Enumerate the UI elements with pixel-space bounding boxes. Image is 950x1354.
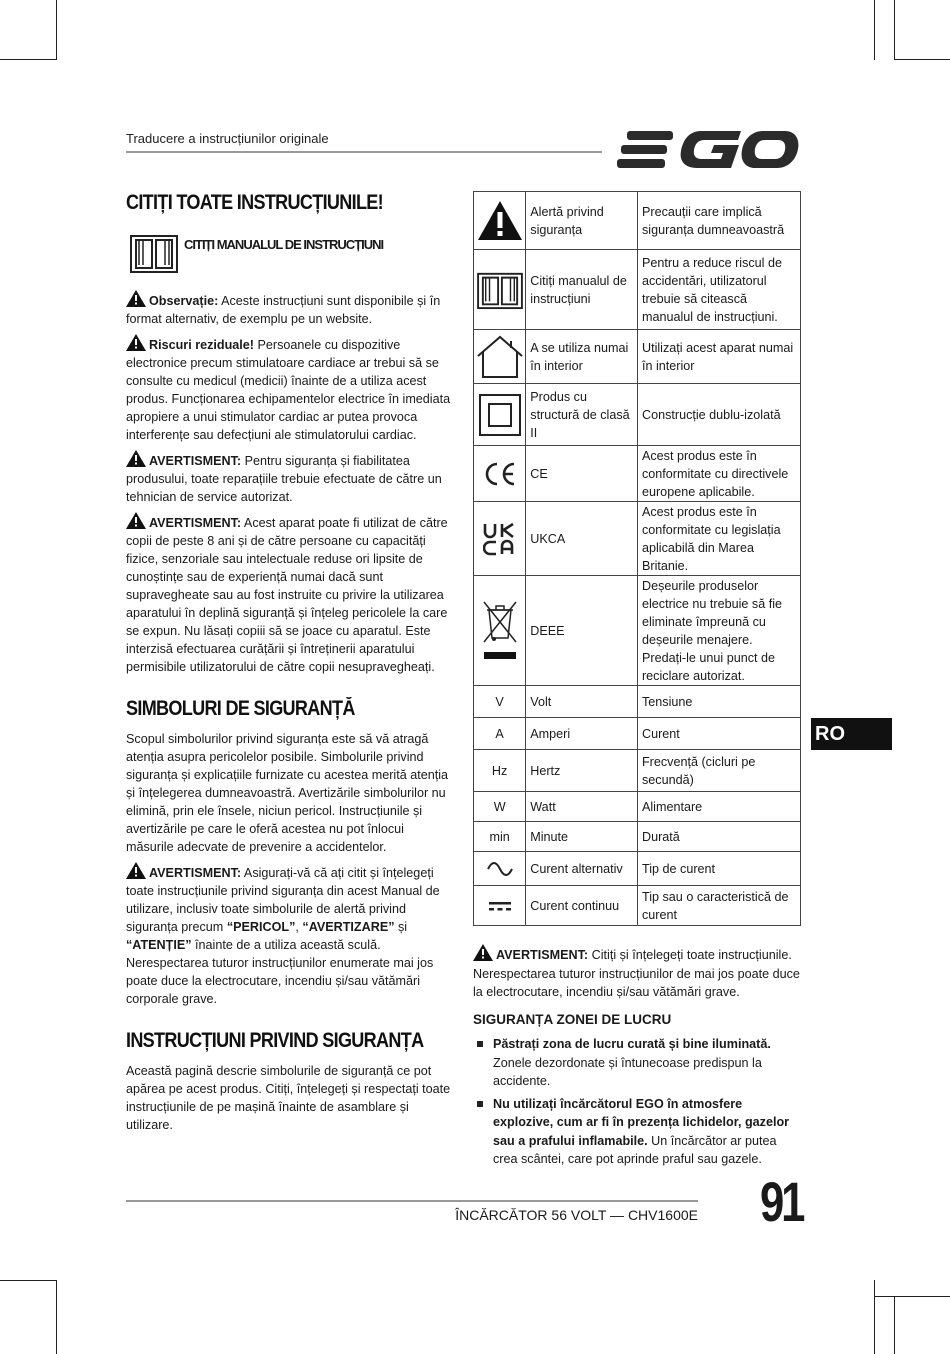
table-row <box>474 576 801 686</box>
table-row <box>474 750 801 792</box>
warning-children-text: Acest aparat poate fi utilizat de către copii de peste 8 ani și de către persoane cu capacități fizice, senzoriale sau intelectuale reduse ori lipsite de cunoștințe sau de experiență numai dacă sunt supravegheate sau au fost instruite cu privire la utilizarea aparatului în deplină siguranță și înțeleg pericolele la care se expun. Nu lăsați copiii să se joace cu aparatul. Este interzisă efectuarea curățării și întreținerii aparatului permisibile utilizatorului de către copii nesupravegheați. <box>126 516 448 674</box>
symbol-description: Utilizați acest aparat numai în interior <box>637 330 800 384</box>
symbol-description: Tensiune <box>637 686 800 718</box>
warning-label: AVERTISMENT: <box>149 866 242 880</box>
footer-rule <box>126 1200 698 1202</box>
warning-label: AVERTISMENT: <box>149 516 242 530</box>
warning-repairs-text: Pentru siguranța și fiabilitatea produsului, toate reparațiile trebuie efectuate de către un tehnician de service autorizat. <box>126 454 442 504</box>
caution-term: “ATENȚIE” <box>126 938 192 952</box>
section-title-safety-symbols: SIMBOLURI DE SIGURANȚĂ <box>126 697 355 720</box>
paragraph-residual-risks <box>126 334 454 444</box>
header-text: Traducere a instrucțiunilor originale <box>126 131 329 146</box>
book-icon <box>130 232 178 274</box>
symbols-table <box>473 191 801 926</box>
section-title-read-instructions: CITIȚI TOATE INSTRUCȚIUNILE! <box>126 191 383 214</box>
crop-mark <box>894 0 895 60</box>
symbol-name: Amperi <box>526 718 638 750</box>
crop-mark <box>56 1280 57 1354</box>
symbol-description: Tip sau o caracteristică de curent <box>637 886 800 926</box>
symbol-description: Precauții care implică siguranța dumneavoastră <box>637 192 800 250</box>
section-title-work-area: SIGURANȚA ZONEI DE LUCRU <box>473 1011 672 1027</box>
symbol-name: Hertz <box>526 750 638 792</box>
ce-mark-icon <box>483 461 517 487</box>
ac-wave-icon <box>487 862 513 876</box>
warning-label: AVERTISMENT: <box>496 948 589 962</box>
table-row <box>474 330 801 384</box>
symbol-cell <box>474 330 526 384</box>
symbol-cell: Hz <box>474 750 526 792</box>
dc-icon <box>488 899 512 913</box>
crop-mark <box>874 0 875 60</box>
warning-triangle-icon <box>126 862 146 879</box>
paragraph-page-description: Această pagină descrie simbolurile de siguranță ce pot apărea pe acest produs. Citiți, înțelegeți și respectați toate instrucțiunile de pe mașină înainte de asamblare și utilizare. <box>126 1064 451 1132</box>
table-row <box>474 822 801 852</box>
read-manual-notice <box>130 232 454 282</box>
symbol-cell: A <box>474 718 526 750</box>
residual-risks-text: Persoanele cu dispozitive electronice precum stimulatoare cardiace ar trebui să se consulte cu medicul (medicii) înainte de a utiliza acest produs. Funcționarea echipamentelor electrice în imediata apropiere a unui stimulator cardiac ar putea provoca interferențe sau defecțiuni ale stimulatorului cardiac. <box>126 338 451 442</box>
symbol-name: Alertă privind siguranța <box>526 192 638 250</box>
symbol-cell <box>474 576 526 686</box>
crop-mark <box>56 0 57 60</box>
warning-triangle-icon <box>126 512 146 529</box>
table-row <box>474 792 801 822</box>
bullet-text: Zonele dezordonate și întunecoase predispun la accidente. <box>493 1055 762 1088</box>
warning-triangle-icon <box>473 944 493 961</box>
read-manual-label: CITIȚI MANUALUL DE INSTRUCȚIUNI <box>184 237 384 252</box>
double-square-icon <box>478 393 522 437</box>
symbol-name: Watt <box>526 792 638 822</box>
bullet-square-icon <box>477 1041 483 1047</box>
warning-read-all-text: Asigurați-vă că ați citit și înțelegeți toate instrucțiunile privind siguranța din acest Manual de utilizare, inclusiv toate simbolurile de alertă privind siguranța precum <box>126 866 440 934</box>
symbol-description: Tip de curent <box>637 852 800 886</box>
footer-text: ÎNCĂRCĂTOR 56 VOLT — CHV1600E <box>455 1207 698 1223</box>
table-row <box>474 250 801 330</box>
symbol-name: Minute <box>526 822 638 852</box>
residual-risks-label: Riscuri reziduale! <box>149 338 254 352</box>
crop-mark <box>874 1296 950 1297</box>
danger-term: “PERICOL” <box>226 920 296 934</box>
symbol-name: CE <box>526 446 638 502</box>
symbol-cell <box>474 852 526 886</box>
symbol-cell <box>474 192 526 250</box>
symbol-name: Produs cu structură de clasă II <box>526 384 638 446</box>
paragraph-warning-read-understand <box>473 944 803 1002</box>
observation-text: Aceste instrucțiuni sunt disponibile și în format alternativ, de exemplu pe un website. <box>126 294 441 326</box>
symbol-description: Frecvență (cicluri pe secundă) <box>637 750 800 792</box>
warning-triangle-icon <box>126 290 146 307</box>
bullet-text: Un încărcător ar putea crea scântei, care pot aprinde praful sau gazele. <box>493 1133 777 1166</box>
paragraph-observation <box>126 290 454 328</box>
symbol-cell: V <box>474 686 526 718</box>
table-row <box>474 384 801 446</box>
table-row <box>474 446 801 502</box>
right-column <box>473 944 803 1173</box>
list-item <box>473 1035 803 1091</box>
paragraph-symbols-purpose: Scopul simbolurilor privind siguranța este să vă atragă atenția asupra pericolelor posibile. Simbolurile privind siguranța și explicațiile furnizate cu acestea merită atenția și înțelegerea dumneavoastră. Avertizările simbolurilor nu elimină, prin ele însele, niciun pericol. Instrucțiunile și avertizările pe care le oferă acestea nu pot înlocui măsurile adecvate de prevenire a accidentelor. <box>126 732 449 854</box>
symbol-description: Durată <box>637 822 800 852</box>
page-number: 91 <box>760 1170 803 1233</box>
symbol-description: Construcție dublu-izolată <box>637 384 800 446</box>
section-title-safety-instructions: INSTRUCȚIUNI PRIVIND SIGURANȚA <box>126 1029 424 1052</box>
separator: , <box>295 920 303 934</box>
table-row <box>474 502 801 576</box>
symbol-name: DEEE <box>526 576 638 686</box>
ego-logo <box>617 129 799 171</box>
symbol-cell <box>474 502 526 576</box>
table-row <box>474 192 801 250</box>
symbol-name: Citiți manualul de instrucțiuni <box>526 250 638 330</box>
warning-triangle-icon <box>476 199 524 243</box>
warning-read-all-text-end: înainte de a utiliza această sculă. Nerespectarea tuturor instrucțiunilor enumerate mai jos poate duce la electrocutare, incendiu și/sau vătămări corporale grave. <box>126 938 434 1006</box>
symbol-description: Acest produs este în conformitate cu legislația aplicabilă din Marea Britanie. <box>637 502 800 576</box>
symbol-description: Alimentare <box>637 792 800 822</box>
table-row <box>474 686 801 718</box>
warning-term: “AVERTIZARE” <box>302 920 395 934</box>
symbol-name: Volt <box>526 686 638 718</box>
crop-mark <box>894 59 950 60</box>
warning-text: Citiți și înțelegeți toate instrucțiunile. Nerespectarea tuturor instrucțiunilor de mai jos poate duce la electrocutare, incendiu și/sau vătămări grave. <box>473 948 800 999</box>
table-row <box>474 852 801 886</box>
observation-label: Observație: <box>149 294 219 308</box>
symbol-cell <box>474 250 526 330</box>
crop-mark <box>0 1280 56 1281</box>
crossed-bin-icon <box>480 598 520 664</box>
house-icon <box>475 335 525 379</box>
symbol-description: Pentru a reduce riscul de accidentări, utilizatorul trebuie să citească manualul de instrucțiuni. <box>637 250 800 330</box>
paragraph-warning-children <box>126 512 454 676</box>
crop-mark <box>894 1296 895 1354</box>
symbol-description: Curent <box>637 718 800 750</box>
book-icon <box>477 270 523 310</box>
table-row <box>474 718 801 750</box>
symbol-name: Curent continuu <box>526 886 638 926</box>
crop-mark <box>874 1280 875 1354</box>
paragraph-warning-repairs <box>126 450 454 506</box>
warning-label: AVERTISMENT: <box>149 454 242 468</box>
symbol-name: A se utiliza numai în interior <box>526 330 638 384</box>
left-column <box>126 190 454 1140</box>
symbol-cell: W <box>474 792 526 822</box>
symbol-description: Acest produs este în conformitate cu directivele europene aplicabile. <box>637 446 800 502</box>
symbol-description: Deșeurile produselor electrice nu trebuie să fie eliminate împreună cu deșeurile menajere. Predați-le unui punct de reciclare autorizat. <box>637 576 800 686</box>
symbol-name: Curent alternativ <box>526 852 638 886</box>
list-item <box>473 1095 803 1169</box>
bullet-bold-text: Păstrați zona de lucru curată și bine iluminată. <box>493 1037 771 1051</box>
symbol-name: UKCA <box>526 502 638 576</box>
symbol-cell <box>474 384 526 446</box>
language-tab: RO <box>811 718 892 750</box>
warning-triangle-icon <box>126 334 146 351</box>
symbol-cell <box>474 886 526 926</box>
ukca-mark-icon <box>483 522 517 556</box>
table-row <box>474 886 801 926</box>
symbol-cell <box>474 446 526 502</box>
paragraph-warning-read-all <box>126 862 454 1008</box>
bullet-square-icon <box>477 1101 483 1107</box>
symbol-cell: min <box>474 822 526 852</box>
warning-triangle-icon <box>126 450 146 467</box>
header-rule <box>126 151 602 153</box>
crop-mark <box>0 59 56 60</box>
bullet-bold-text: Nu utilizați încărcătorul EGO în atmosfere explozive, cum ar fi în prezența lichidelor, gazelor sau a prafului inflamabile. <box>493 1096 790 1148</box>
separator: și <box>394 920 408 934</box>
